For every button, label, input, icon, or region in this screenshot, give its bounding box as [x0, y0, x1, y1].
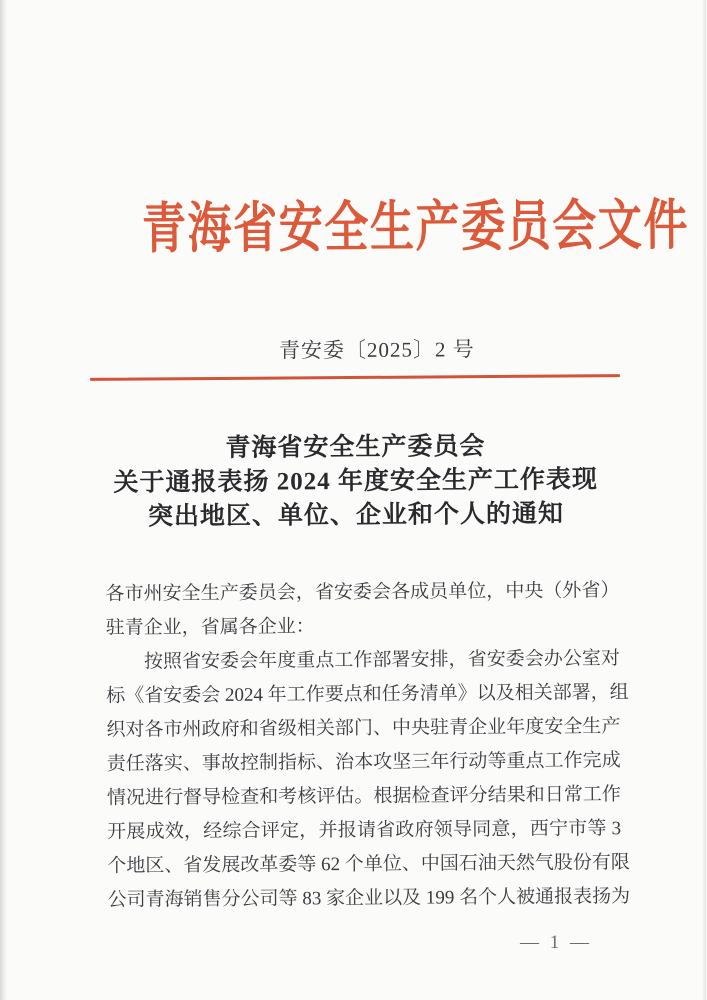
page-number: — 1 — — [520, 932, 592, 953]
body-line-3: 按照省安委会年度重点工作部署安排，省安委会办公室对 — [143, 648, 621, 673]
document-title-line-1: 青海省安全生产委员会 — [225, 433, 486, 462]
body-line-5: 织对各市州政府和省级相关部门、中央驻青企业年度安全生产 — [106, 716, 621, 741]
document-content — [87, 0, 690, 1000]
body-line-9: 个地区、省发展改革委等 62 个单位、中国石油天然气股份有限 — [107, 852, 630, 877]
document-title — [90, 429, 621, 535]
body-line-10: 公司青海销售分公司等 83 家企业以及 199 名个人被通报表扬为 — [107, 886, 631, 911]
body-line-1: 各市州安全生产委员会，省安委会各成员单位，中央（外省） — [105, 580, 620, 605]
document-title-line-3: 突出地区、单位、企业和个人的通知 — [147, 500, 565, 531]
body-line-6: 责任落实、事故控制指标、治本攻坚三年行动等重点工作完成 — [106, 750, 621, 775]
document-title-line-2: 关于通报表扬 2024 年度安全生产工作表现 — [113, 466, 599, 497]
agency-masthead: 青海省安全生产委员会文件 — [141, 194, 690, 260]
body-line-8: 开展成效，经综合评定，并报请省政府领导同意，西宁市等 3 — [107, 818, 622, 843]
scan-right-edge — [702, 0, 706, 1000]
document-number: 青安委〔2025〕2 号 — [278, 337, 475, 363]
body-line-7: 情况进行督导检查和考核评估。根据检查评分结果和日常工作 — [106, 784, 621, 809]
scan-left-edge — [0, 0, 7, 1000]
document-body — [105, 574, 631, 918]
body-line-2: 驻青企业，省属各企业： — [105, 616, 315, 639]
red-divider — [90, 374, 620, 381]
body-line-4: 标《省安委会 2024 年工作要点和任务清单》以及相关部署，组 — [106, 682, 629, 707]
